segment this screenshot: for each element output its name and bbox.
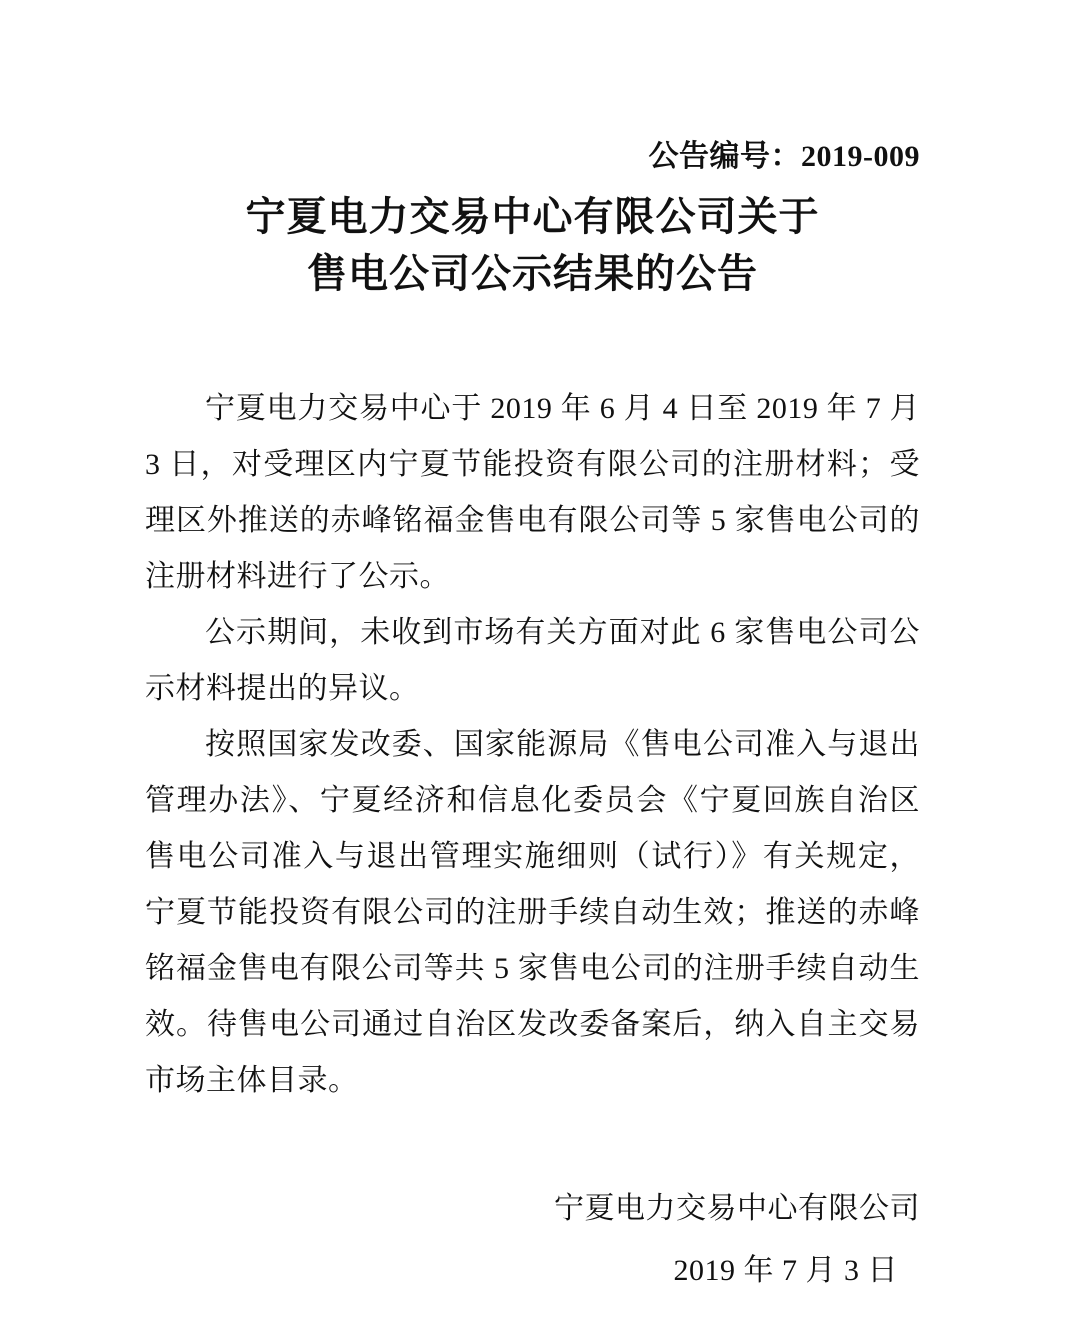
document-body xyxy=(145,381,920,1109)
issuer-name: 宁夏电力交易中心有限公司 xyxy=(554,1192,920,1225)
announcement-number: 公告编号：2019-009 xyxy=(648,140,920,173)
paragraph-publicity-period: 宁夏电力交易中心于 2019 年 6 月 4 日至 2019 年 7 月 3 日，对受理区内宁夏节能投资有限公司的注册材料；受理区外推送的赤峰铭福金售电有限公司等 5 家售电公司的注册材料进行了公示。 xyxy=(145,392,920,593)
paragraph-no-objection: 公示期间，未收到市场有关方面对此 6 家售电公司公示材料提出的异议。 xyxy=(145,616,920,705)
title-line-1: 宁夏电力交易中心有限公司关于 xyxy=(245,194,820,239)
signature-block xyxy=(145,1178,920,1302)
document-title xyxy=(145,188,920,302)
paragraph-regulation-result: 按照国家发改委、国家能源局《售电公司准入与退出管理办法》、宁夏经济和信息化委员会《宁夏回族自治区售电公司准入与退出管理实施细则（试行）》有关规定，宁夏节能投资有限公司的注册手续自动生效；推送的赤峰铭福金售电有限公司等共 5 家售电公司的注册手续自动生效。待售电公司通过自治区发改委备案后，纳入自主交易市场主体目录。 xyxy=(145,728,920,1097)
title-line-2: 售电公司公示结果的公告 xyxy=(307,251,758,296)
issue-date: 2019 年 7 月 3 日 xyxy=(673,1254,898,1287)
